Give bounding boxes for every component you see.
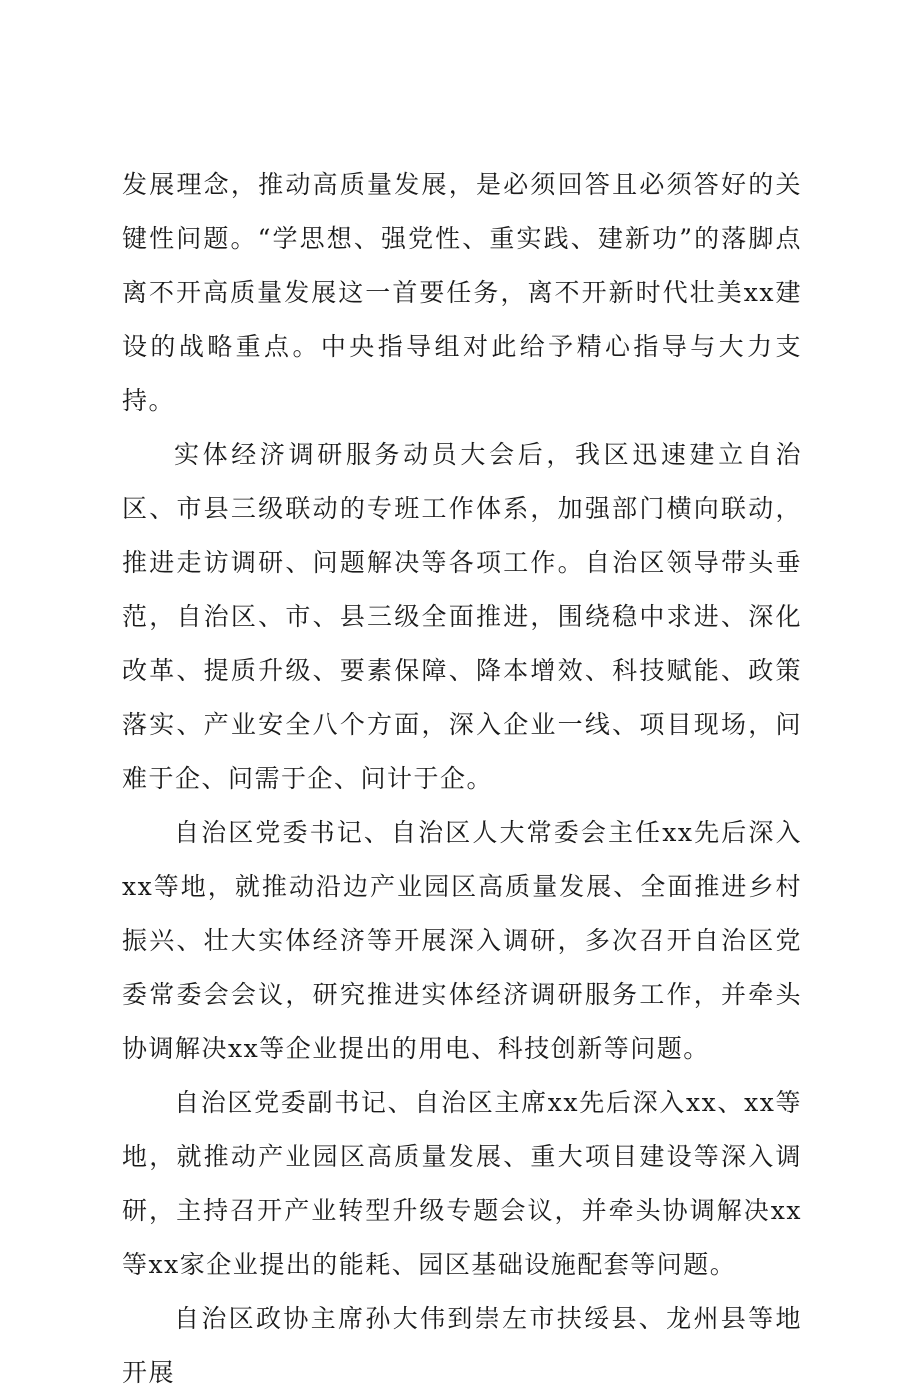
paragraph-5: 自治区政协主席孙大伟到崇左市扶绥县、龙州县等地开展 [122,1304,802,1387]
paragraph-4: 自治区党委副书记、自治区主席xx先后深入xx、xx等地，就推动产业园区高质量发展、重大项目建设等深入调研，主持召开产业转型升级专题会议，并牵头协调解决xx等xx家企业提出的能耗、园区基础设施配套等问题。 [122,1088,802,1279]
document-body [122,158,802,1400]
paragraph-1: 发展理念，推动高质量发展，是必须回答且必须答好的关键性问题。“学思想、强党性、重实践、建新功”的落脚点离不开高质量发展这一首要任务，离不开新时代壮美xx建设的战略重点。中央指导组对此给予精心指导与大力支持。 [122,170,802,415]
paragraph-2: 实体经济调研服务动员大会后，我区迅速建立自治区、市县三级联动的专班工作体系，加强部门横向联动，推进走访调研、问题解决等各项工作。自治区领导带头垂范，自治区、市、县三级全面推进，围绕稳中求进、深化改革、提质升级、要素保障、降本增效、科技赋能、政策落实、产业安全八个方面，深入企业一线、项目现场，问难于企、问需于企、问计于企。 [122,440,802,793]
paragraph-3: 自治区党委书记、自治区人大常委会主任xx先后深入xx等地，就推动沿边产业园区高质量发展、全面推进乡村振兴、壮大实体经济等开展深入调研，多次召开自治区党委常委会会议，研究推进实体经济调研服务工作，并牵头协调解决xx等企业提出的用电、科技创新等问题。 [122,818,802,1063]
